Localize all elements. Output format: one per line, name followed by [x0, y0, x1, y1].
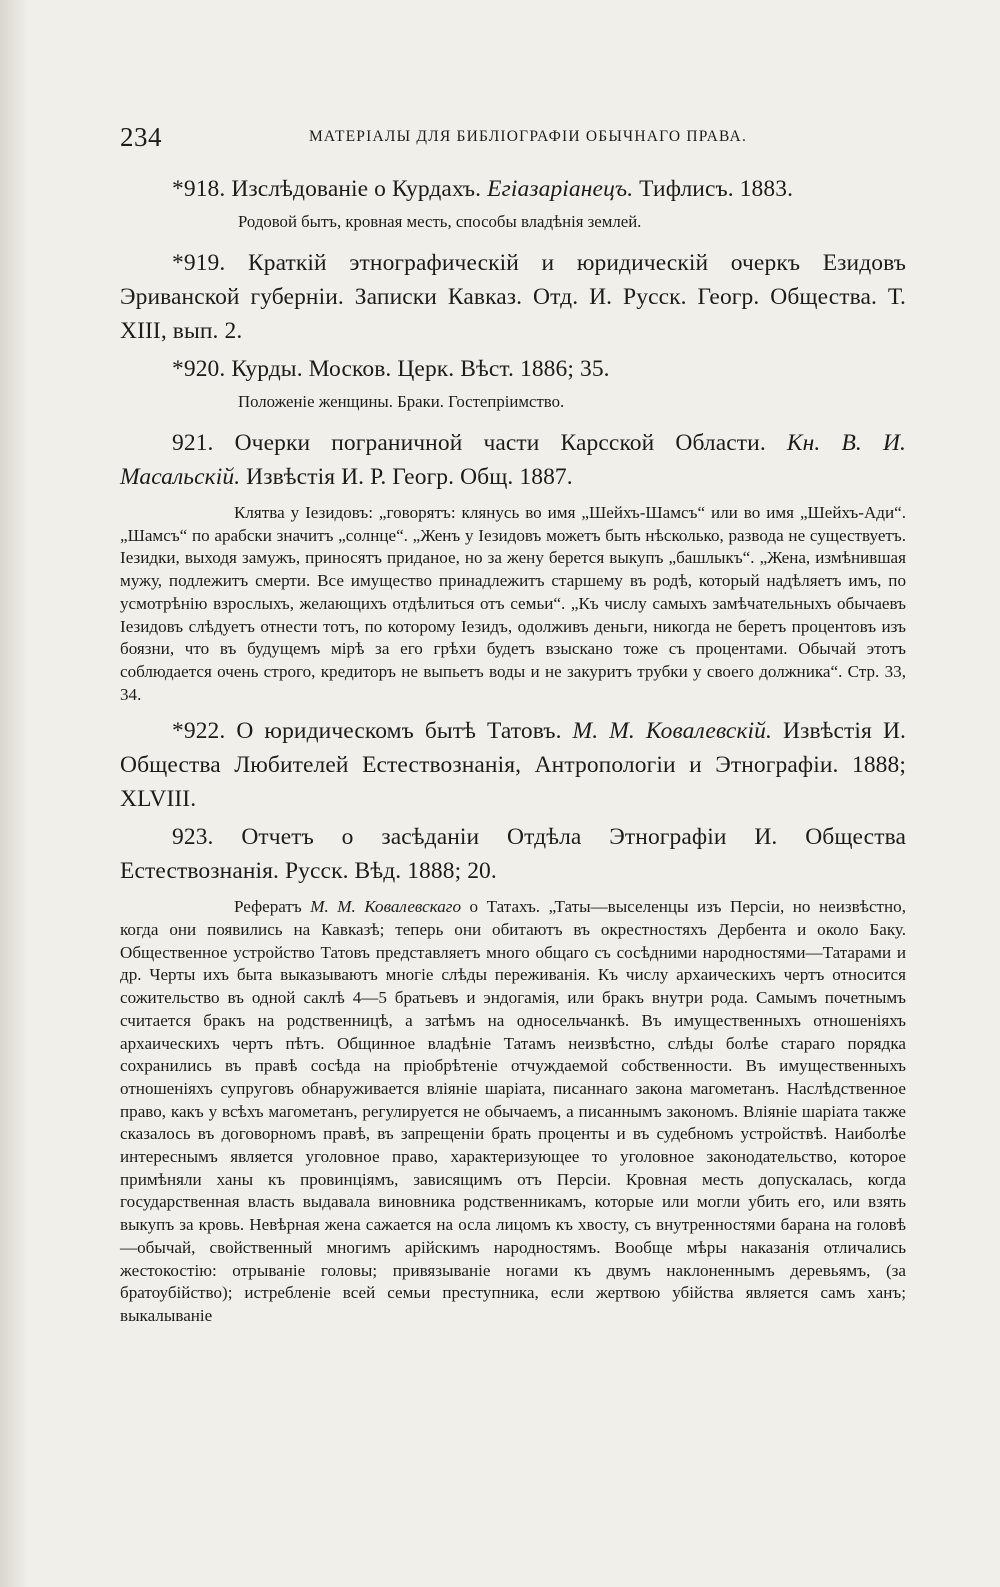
entry-922-author: М. М. Ковалевскій.: [572, 718, 773, 745]
entry-923: 923. Отчетъ о засѣданіи Отдѣла Этнографіи И. Общества Естествознанія. Русск. Вѣд. 1888; 20.: [120, 824, 906, 885]
entry-920-note: Положеніе женщины. Браки. Гостепріимство.: [238, 392, 565, 411]
page-number: 234: [120, 122, 162, 152]
entry-920: *920. Курды. Москов. Церк. Вѣст. 1886; 35.: [172, 356, 610, 382]
entry-918: [120, 172, 906, 206]
running-head: [120, 118, 906, 162]
entry-922-title: *922. О юридическомъ бытѣ Татовъ.: [172, 718, 573, 745]
entry-918-title: *918. Изслѣдованіе о Курдахъ.: [172, 176, 488, 202]
entry-918-note: Родовой бытъ, кровная месть, способы владѣнія землей.: [238, 212, 642, 231]
entry-921-author: Кн. В. И. Масальскій.: [120, 430, 906, 490]
entry-923-note-text: о Татахъ. „Таты—выселенцы изъ Персіи, но неизвѣстно, когда они появились на Кавказѣ; теперь они обитаютъ въ окрестностяхъ Дербента и около Баку. Общественное устройство Татовъ представляетъ много общаго съ сосѣдними народностями—Татарами и др. Черты ихъ быта выказываютъ многіе слѣды переживанія. Къ числу архаическихъ чертъ относится сожительство въ одной саклѣ 4—5 братьевъ и эндогамія, или бракъ внутри рода. Самымъ почетнымъ считается бракъ на родственницѣ, а затѣмъ на односельчанкѣ. Въ имущественныхъ отношеніяхъ архаическихъ чертъ пѣтъ. Общинное владѣніе Татамъ неизвѣстно, слѣды болѣе стараго порядка сохранились въ правѣ сосѣда на пріобрѣтеніе отчуждаемой собственности. Въ имущественныхъ отношеніяхъ супруговъ обнаруживается вліяніе шаріата, писаннаго закона магометанъ. Наслѣдственное право, какъ у всѣхъ магометанъ, регулируется не обычаемъ, а писаннымъ закономъ. Вліяніе шаріата также сказалось въ договорномъ правѣ, въ запрещеніи брать проценты и въ судебномъ устройствѣ. Наиболѣе интереснымъ является уголовное право, характеризующее то уголовное законодательство, которое примѣняли ханы къ провинціямъ, зависящимъ отъ Персіи. Кровная месть допускалась, когда государственная власть выдавала виновника родственникамъ, которые или могли убить его, или взять выкупъ за кровь. Невѣрная жена сажается на осла лицомъ къ хвосту, съ внутренностями барана на головѣ—обычай, свойственный многимъ арійскимъ народностямъ. Вообще мѣры наказанія отличались жестокостію: отрываніе головы; привязываніе ногами къ двумъ наклоненнымъ деревьямъ, (за братоубійство); истребленіе всей семьи преступника, если жертвою убійства является самъ ханъ; выкалываніе: [120, 897, 906, 1325]
text-block: [120, 118, 906, 1336]
entry-919: *919. Краткій этнографическій и юридическій очеркъ Езидовъ Эриванской губерніи. Записки Кавказ. Отд. И. Русск. Геогр. Общества. Т. XIII, вып. 2.: [120, 250, 906, 344]
page-edge-shadow: [0, 0, 28, 1587]
entry-922-source: Извѣстія И. Общества Любителей Естествознанія, Антропологіи и Этнографіи. 1888; XLVIII.: [120, 718, 906, 813]
entry-921-title: 921. Очерки пограничной части Карсской Области.: [172, 430, 787, 456]
entry-918-author: Егіазаріанецъ.: [487, 176, 634, 202]
entry-918-source: Тифлисъ. 1883.: [633, 176, 794, 202]
running-title: МАТЕРІАЛЫ ДЛЯ БИБЛІОГРАФІИ ОБЫЧНАГО ПРАВА.: [308, 128, 748, 145]
entry-923-note: [120, 896, 906, 1327]
entry-921-source: Извѣстія И. Р. Геогр. Общ. 1887.: [240, 464, 573, 490]
entry-921: [120, 426, 906, 494]
entry-923-note-lead: Рефератъ: [234, 897, 311, 917]
entry-922: [120, 714, 906, 816]
entry-923-note-author: М. М. Ковалевскаго: [310, 897, 462, 917]
entry-921-note: Клятва у Іезидовъ: „говорятъ: клянусь во имя „Шейхъ-Шамсъ“ или во имя „Шейхъ-Ади“. „Шамсъ“ по арабски значитъ „солнце“. „Женъ у Іезидовъ можетъ быть нѣсколько, развода не существуетъ. Іезидки, выходя замужъ, приносятъ приданое, но за жену берется выкупъ „башлыкъ“. „Жена, измѣнившая мужу, подлежитъ смерти. Все имущество принадлежитъ старшему въ родѣ, который надѣляетъ имъ, по усмотрѣнію взрослыхъ, желающихъ отдѣлиться отъ семьи“. „Къ числу самыхъ замѣчательныхъ обычаевъ Іезидовъ слѣдуетъ отнести тотъ, по которому Іезидъ, одолживъ деньги, никогда не беретъ процентовъ изъ боязни, что въ будущемъ мірѣ за его грѣхи будетъ взыскано тоже съ процентами. Обычай этотъ соблюдается очень строго, кредиторъ не выпьетъ воды и не закуритъ трубки у своего должника“. Стр. 33, 34.: [120, 503, 906, 704]
